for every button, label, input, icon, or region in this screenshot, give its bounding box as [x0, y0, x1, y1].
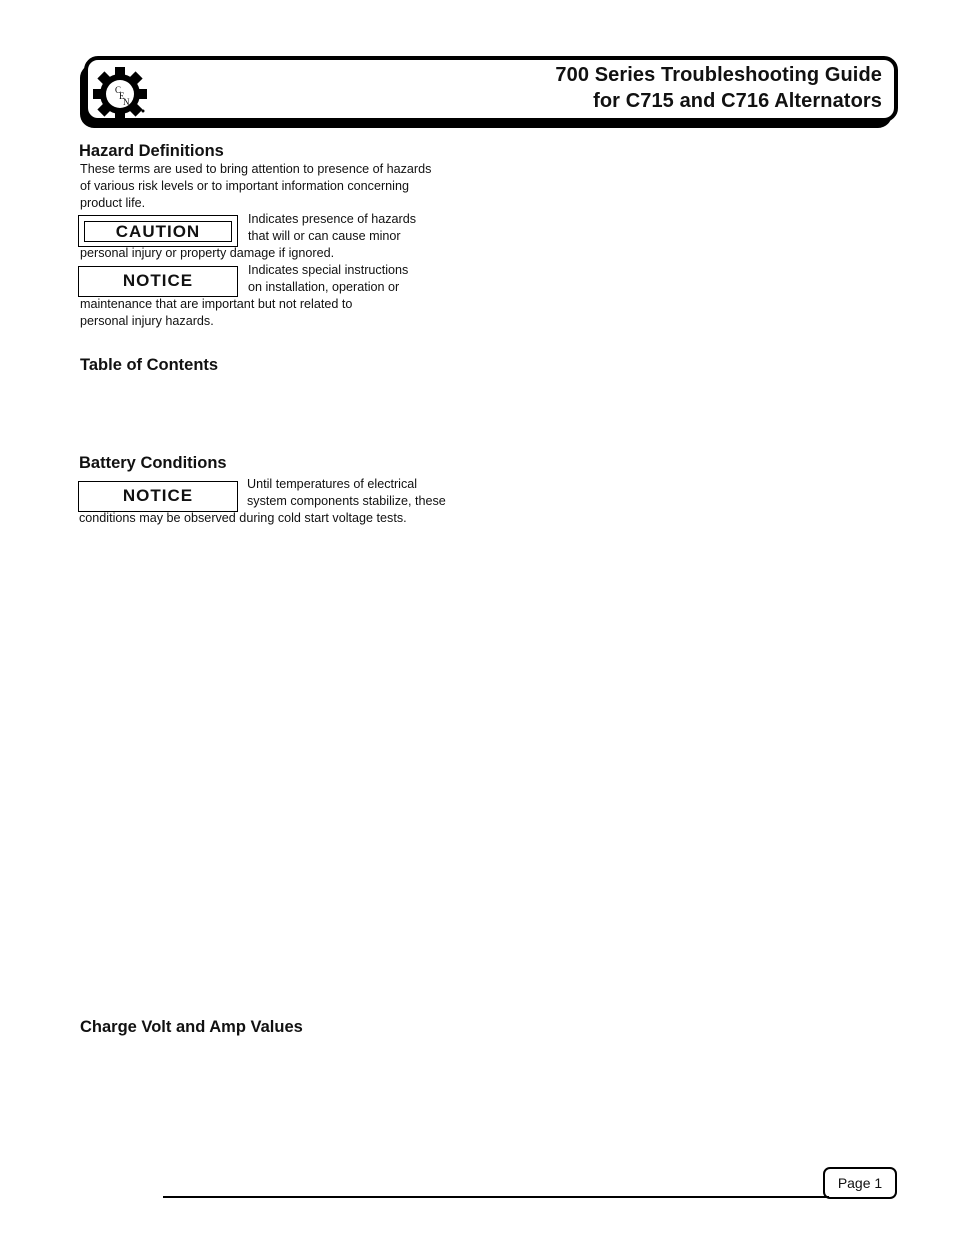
battery-conditions-heading: Battery Conditions [79, 454, 227, 472]
logo-letter-e: E [119, 91, 125, 101]
title-line-2: for C715 and C716 Alternators [593, 90, 882, 112]
charge-volt-amp-heading: Charge Volt and Amp Values [80, 1018, 303, 1036]
caution-text-line: that will or can cause minor [248, 229, 401, 243]
caution-text-line: personal injury or property damage if ignored. [80, 246, 335, 260]
battery-notice-text-line: Until temperatures of electrical [247, 477, 418, 491]
caution-text-line: Indicates presence of hazards [248, 212, 417, 226]
hazard-intro [80, 161, 431, 212]
hazard-intro-line: of various risk levels or to important information concerning [80, 179, 409, 193]
battery-notice-label: NOTICE [78, 481, 238, 512]
battery-notice-text-line: system components stabilize, these [247, 494, 446, 508]
hazard-intro-line: product life. [80, 196, 146, 210]
title-line-1: 700 Series Troubleshooting Guide [555, 64, 882, 86]
notice-text-line: Indicates special instructions [248, 263, 409, 277]
page-number: Page 1 [837, 1175, 883, 1191]
caution-label-box [78, 215, 238, 247]
notice-text-line: on installation, operation or [248, 280, 400, 294]
notice-text-line: maintenance that are important but not related to [80, 297, 353, 311]
document-title [555, 62, 882, 114]
caution-description-top [248, 211, 416, 245]
logo-letter-c: C [115, 85, 122, 95]
battery-notice-text-line: conditions may be observed during cold start voltage tests. [79, 511, 407, 525]
notice-description-bottom [80, 296, 352, 330]
page-number-badge [823, 1167, 897, 1199]
hazard-intro-line: These terms are used to bring attention to presence of hazards [80, 162, 432, 176]
table-of-contents-heading: Table of Contents [80, 356, 219, 374]
notice-text-line: personal injury hazards. [80, 314, 214, 328]
caution-label: CAUTION [84, 221, 232, 242]
logo-letter-n: N [123, 97, 130, 107]
footer-rule [163, 1196, 829, 1198]
cen-logo [92, 66, 148, 122]
notice-description-top [248, 262, 408, 296]
hazard-definitions-heading: Hazard Definitions [79, 142, 224, 160]
notice-label: NOTICE [78, 266, 238, 297]
battery-notice-description-top [247, 476, 446, 510]
